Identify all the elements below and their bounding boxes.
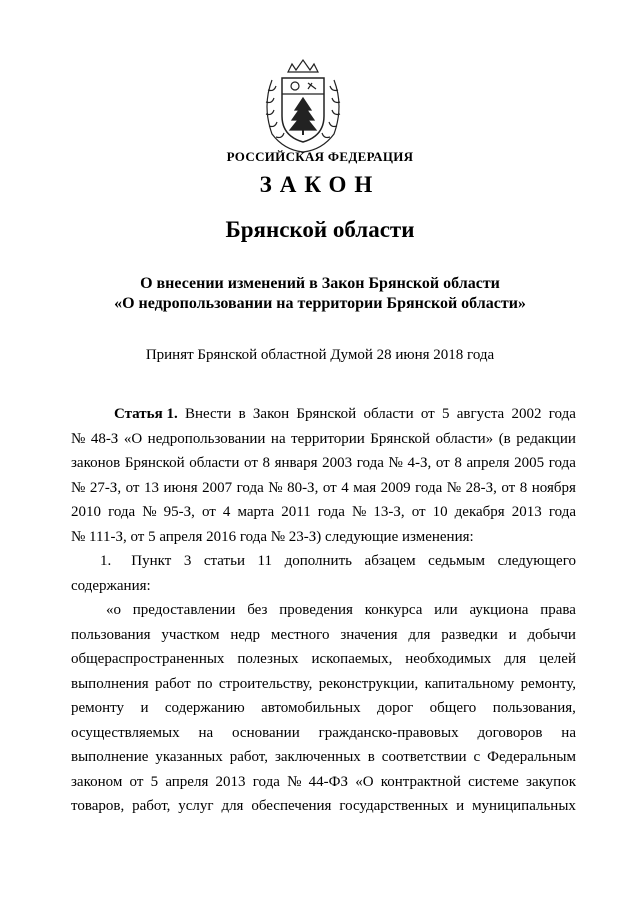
- word: «О: [123, 430, 143, 447]
- coat-of-arms-icon: [258, 56, 348, 156]
- word: по: [197, 675, 213, 692]
- word: мая: [353, 479, 377, 496]
- word: ноября: [531, 479, 576, 496]
- item-number: 1.: [100, 553, 112, 569]
- word: конкурса: [364, 602, 423, 618]
- word: выполнение: [71, 749, 149, 765]
- word: аукциона: [469, 602, 529, 618]
- word: следующего: [497, 553, 576, 569]
- word: автомобильных: [261, 700, 361, 716]
- word: без: [247, 602, 268, 618]
- word: дополнить: [284, 553, 352, 569]
- word: №: [268, 479, 283, 496]
- text-line: [71, 623, 576, 648]
- word: гражданско-правовых: [318, 724, 459, 741]
- region-heading: Брянской области: [225, 217, 415, 242]
- word: 2007: [202, 479, 233, 496]
- word: участком: [161, 626, 220, 643]
- word: необходимых: [405, 651, 492, 667]
- word: 4: [341, 479, 349, 496]
- word: 95-З,: [163, 504, 195, 520]
- text-line: [71, 476, 576, 501]
- word: выполнения: [71, 675, 149, 692]
- word: обеспечения: [251, 798, 332, 814]
- law-body: [71, 402, 576, 819]
- word: ремонту,: [520, 675, 576, 692]
- word: целей: [539, 651, 576, 667]
- text-line: [71, 500, 576, 525]
- word: 2003: [322, 455, 353, 471]
- text-line: [71, 647, 576, 672]
- word: абзацем: [364, 553, 416, 569]
- word: года: [548, 406, 576, 422]
- word: 10: [432, 504, 448, 520]
- word: области: [189, 455, 240, 471]
- word: Пункт: [131, 553, 172, 569]
- word: реконструкции,: [318, 675, 419, 692]
- article-first-line: [71, 402, 576, 427]
- word: 80-З,: [287, 479, 319, 496]
- word: капитальному: [424, 675, 515, 692]
- item-text: [131, 549, 576, 574]
- text-line: [71, 672, 576, 697]
- word: 4-З,: [407, 455, 432, 471]
- word: с: [473, 749, 481, 765]
- word: Внести: [184, 406, 232, 422]
- word: 5: [150, 773, 159, 790]
- word: от: [435, 455, 450, 471]
- word: от: [501, 479, 516, 496]
- word: №: [71, 479, 86, 496]
- word: 2010: [71, 504, 101, 520]
- word: или: [434, 602, 458, 618]
- word: года: [548, 504, 576, 520]
- word: от: [125, 479, 140, 496]
- word: содержанию: [164, 700, 245, 716]
- word: основании: [232, 724, 300, 741]
- word: заключенных: [274, 749, 361, 765]
- word: августа: [456, 406, 505, 422]
- text-line: [71, 721, 576, 746]
- word: от: [244, 455, 258, 471]
- word: 2013: [511, 504, 542, 520]
- word: строительству,: [218, 675, 313, 692]
- word: пользования,: [492, 700, 576, 716]
- word: седьмым: [428, 553, 485, 569]
- word: года: [252, 773, 280, 790]
- word: законов: [71, 455, 121, 471]
- word: значения: [340, 626, 398, 643]
- word: от: [322, 479, 337, 496]
- word: договоров: [477, 724, 543, 741]
- word: недропользовании: [147, 430, 266, 447]
- text-line: [71, 794, 576, 819]
- word: области: [363, 406, 414, 422]
- word: января: [274, 455, 318, 471]
- word: недр: [230, 626, 261, 643]
- word: предоставлении: [132, 602, 236, 618]
- word: в: [238, 406, 246, 422]
- word: для: [408, 626, 431, 643]
- word: 11: [257, 553, 272, 569]
- word: (в: [498, 430, 511, 447]
- word: 8: [519, 479, 528, 496]
- word: работ,: [132, 798, 171, 814]
- word: и: [508, 626, 517, 643]
- article-text: [71, 427, 576, 550]
- word: №: [388, 455, 403, 471]
- word: года: [108, 504, 136, 520]
- word: 8: [454, 455, 462, 471]
- word: года: [236, 479, 264, 496]
- word: 4: [222, 504, 231, 520]
- word: года: [356, 455, 384, 471]
- word: №: [287, 773, 302, 790]
- word: соответствии: [381, 749, 467, 765]
- word: общераспространенных: [71, 651, 225, 667]
- law-title: [0, 274, 640, 314]
- word: Брянской: [296, 406, 357, 422]
- word: в: [367, 749, 375, 765]
- word: указанных: [155, 749, 223, 765]
- adoption-note: Принят Брянской областной Думой 28 июня 2018 года: [145, 347, 495, 363]
- word: закупок: [526, 773, 576, 790]
- word: 27-З,: [89, 479, 122, 496]
- word: права: [540, 602, 576, 618]
- word: Федеральным: [487, 749, 576, 765]
- word: на: [270, 430, 286, 447]
- word: полезных: [237, 651, 299, 667]
- word: контрактной: [380, 773, 461, 790]
- word: Брянской: [124, 455, 185, 471]
- text-line: [71, 745, 576, 770]
- word: редакции: [516, 430, 576, 447]
- text-line: [71, 770, 576, 795]
- word: №: [351, 504, 367, 520]
- word: 48-З: [90, 430, 119, 447]
- word: декабря: [454, 504, 505, 520]
- word: 44-ФЗ: [308, 773, 348, 790]
- word: 13-З,: [373, 504, 405, 520]
- word: от: [129, 773, 144, 790]
- word: товаров,: [71, 798, 125, 814]
- quote-text: [71, 623, 576, 819]
- word: работ,: [229, 749, 268, 765]
- word: муниципальных: [472, 798, 576, 814]
- word: 8: [262, 455, 270, 471]
- word: 3: [183, 553, 192, 569]
- word: «О: [355, 773, 374, 790]
- item-text: содержания:: [71, 577, 151, 594]
- word: 13: [143, 479, 159, 496]
- law-title-line: О внесении изменений в Закон Брянской области: [140, 275, 500, 292]
- word: системе: [468, 773, 519, 790]
- quote-first-line: [71, 598, 576, 623]
- word: для: [221, 798, 244, 814]
- word: 2005: [514, 455, 545, 471]
- word: №: [142, 504, 157, 520]
- word: от: [411, 504, 426, 520]
- word: года: [415, 479, 443, 496]
- text-line: [71, 696, 576, 721]
- word: 5: [442, 406, 450, 422]
- word: местного: [270, 626, 330, 643]
- text-line: [71, 451, 576, 476]
- word: работ: [154, 675, 191, 692]
- word: 2009: [380, 479, 411, 496]
- document-type-heading: ЗАКОН: [259, 172, 381, 197]
- word: ремонту: [71, 700, 125, 716]
- word: от: [201, 504, 216, 520]
- word: и: [456, 798, 465, 814]
- article-label: Статья 1.: [114, 406, 178, 422]
- word: проведения: [279, 602, 353, 618]
- text-line: [71, 427, 576, 452]
- word: № 111-З, от 5 апреля 2016 года № 23-З) следующие изменения:: [71, 528, 474, 545]
- word: от: [420, 406, 435, 422]
- word: государственных: [339, 798, 449, 814]
- word: пользования: [71, 626, 151, 643]
- word: года: [317, 504, 345, 520]
- text-line: [71, 525, 576, 550]
- word: территории: [291, 430, 365, 447]
- word: законом: [71, 773, 123, 790]
- word: на: [198, 724, 214, 741]
- word: осуществляемых: [71, 724, 180, 741]
- word: апреля: [165, 773, 209, 790]
- word: области»: [435, 430, 494, 447]
- word: 2002: [511, 406, 542, 422]
- word: апреля: [466, 455, 510, 471]
- word: 2011: [281, 504, 311, 520]
- word: «о: [106, 602, 121, 618]
- word: года: [548, 455, 576, 471]
- word: добычи: [527, 626, 576, 643]
- word: на: [561, 724, 576, 741]
- law-title-line: «О недропользовании на территории Брянской области»: [114, 295, 526, 312]
- word: №: [446, 479, 462, 496]
- word: для: [504, 651, 527, 667]
- word: Брянской: [370, 430, 431, 447]
- word: общего: [429, 700, 477, 716]
- word: и: [140, 700, 149, 716]
- word: услуг: [178, 798, 214, 814]
- word: разведки: [441, 626, 498, 643]
- word: статьи: [203, 553, 245, 569]
- word: июня: [163, 479, 198, 496]
- country-heading: РОССИЙСКАЯ ФЕДЕРАЦИЯ: [226, 149, 414, 164]
- word: 2013: [215, 773, 246, 790]
- word: марта: [237, 504, 275, 520]
- word: 28-З,: [465, 479, 497, 496]
- word: №: [71, 430, 86, 447]
- item-first-line: [71, 549, 576, 574]
- word: Закон: [252, 406, 290, 422]
- word: ископаемых,: [311, 651, 393, 667]
- item-second-line: [71, 574, 576, 599]
- word: дорог: [376, 700, 414, 716]
